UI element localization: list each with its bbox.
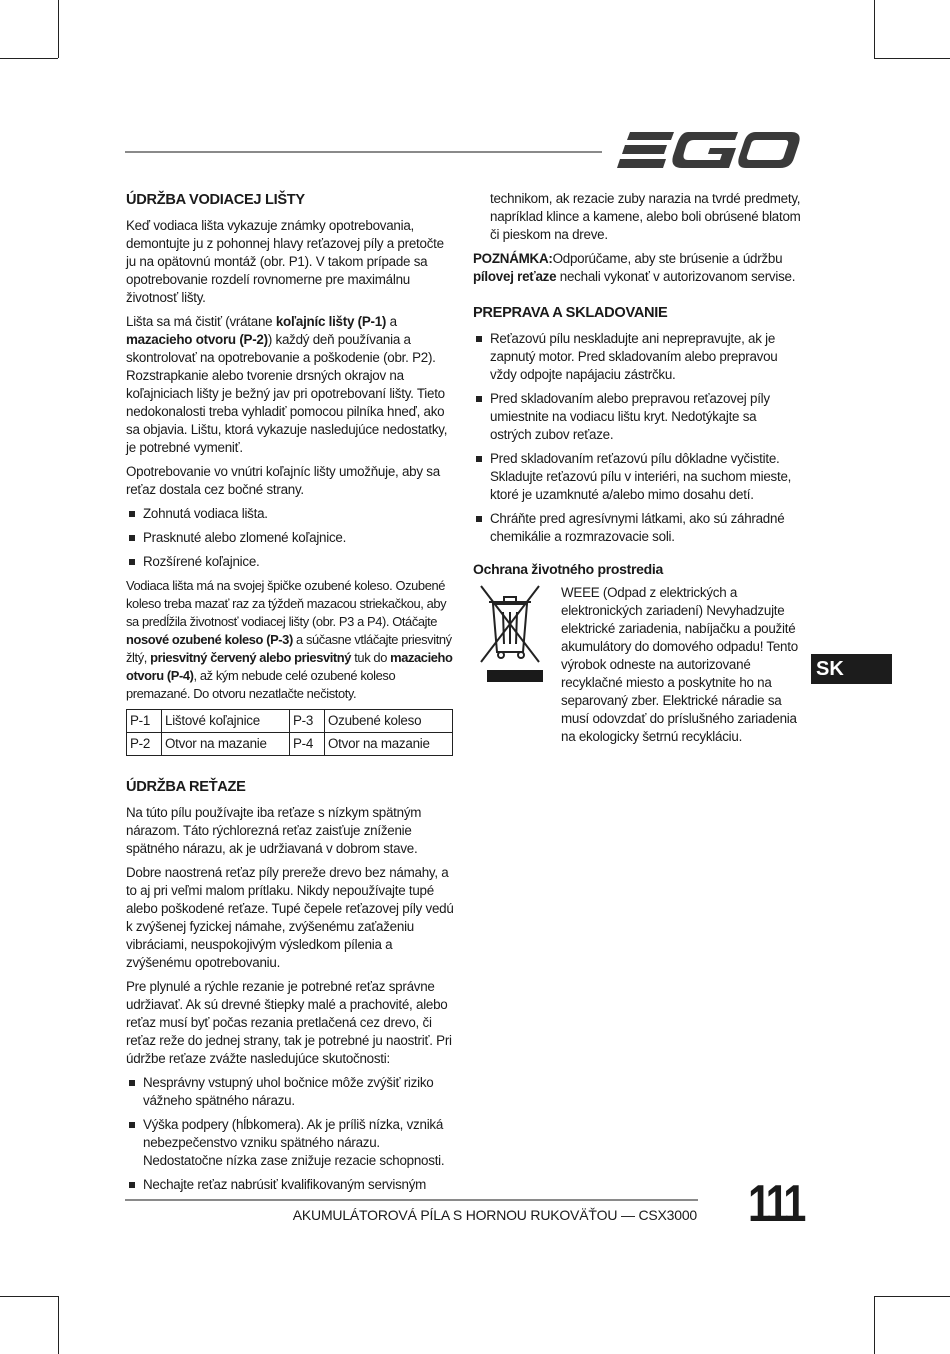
bullet-icon — [129, 535, 135, 541]
bullet-list — [126, 505, 454, 571]
paragraph: technikom, ak rezacie zuby narazia na tvrdé predmety, napríklad klince a kamene, alebo boli obrúsené blatom či pieskom na dreve. — [490, 191, 801, 242]
table-cell: P-3 — [290, 710, 325, 733]
parts-table — [126, 709, 453, 756]
bullet-icon — [476, 456, 482, 462]
crop-mark — [58, 0, 59, 58]
paragraph: Lišta sa má čistiť (vrátane koľajníc lišty (P-1) a mazacieho otvoru (P-2)) každý deň používania a skontrolovať na opotrebovanie a poškodenie (obr. P2). Rozstrapkanie alebo tvorenie drsných okrajov na koľajniciach lišty je bežný jav pri opotrebovaní lišty. Tieto nedokonalosti treba vyhladiť pomocou pilníka hneď, ako sa objavia. Lištu, ktorá vykazuje nasledujúce nedostatky, je potrebné vymeniť. — [126, 314, 448, 455]
bullet-icon — [476, 516, 482, 522]
left-column — [126, 191, 454, 1200]
crop-mark — [0, 1296, 58, 1297]
right-column — [473, 190, 801, 752]
crop-mark — [874, 58, 950, 59]
paragraph: Na túto pílu používajte iba reťaze s nízkym spätným nárazom. Táto rýchlorezná reťaz zaisťuje zníženie spätného nárazu, ak je udržiavaná v dobrom stave. — [126, 805, 422, 856]
list-item: Reťazovú pílu neskladujte ani neprepravujte, ak je zapnutý motor. Pred skladovaním alebo prepravou vždy odpojte napájaciu zástrčku. — [473, 330, 801, 384]
bullet-icon — [129, 559, 135, 565]
crossed-bin-icon — [473, 584, 547, 684]
list-item: Rozšírené koľajnice. — [126, 553, 454, 571]
bullet-list — [473, 330, 801, 546]
paragraph: Dobre naostrená reťaz píly prereže drevo bez námahy, a to aj pri veľmi malom prítlaku. Nikdy nepoužívajte tupé alebo poškodené reťaze. Tupé čepele reťazovej píly vedú k zvýšenej fyzickej námahe, zvýšenému zaťaženiu vibráciami, neuspokojivým výsledkom pílenia a zvýšenému opotrebovaniu. — [126, 865, 454, 970]
bullet-list — [126, 1074, 454, 1194]
bullet-icon — [476, 396, 482, 402]
ego-logo — [616, 130, 800, 170]
list-item: Nechajte reťaz nabrúsiť kvalifikovaným servisným — [126, 1176, 454, 1194]
section-title-transport-storage: PREPRAVA A SKLADOVANIE — [473, 305, 668, 321]
table-cell: P-2 — [127, 733, 162, 756]
bullet-icon — [129, 1122, 135, 1128]
table-row — [127, 710, 453, 733]
footer-rule — [125, 1199, 698, 1201]
weee-block — [473, 584, 801, 752]
table-cell: P-4 — [290, 733, 325, 756]
bullet-icon — [129, 511, 135, 517]
paragraph: WEEE (Odpad z elektrických a elektronických zariadení) Nevyhadzujte elektrické zariadenia, nabíjačku a použité akumulátory do domového odpadu! Tento výrobok odneste na autorizované recyklačné miesto a poskytnite ho na separovaný zber. Elektrické náradie sa musí odovzdať do príslušného zariadenia na ekologicky šetrnú recykláciu. — [561, 585, 798, 744]
header-rule — [125, 151, 602, 153]
footer-title: AKUMULÁTOROVÁ PÍLA S HORNOU RUKOVÄŤOU — CSX3000 — [292, 1207, 697, 1223]
paragraph: Opotrebovanie vo vnútri koľajníc lišty umožňuje, aby sa reťaz dostala cez bočné strany. — [126, 464, 440, 497]
list-item: Pred skladovaním reťazovú pílu dôkladne vyčistite. Skladujte reťazovú pílu v interiéri, na suchom mieste, ktoré je uzamknuté a/alebo mimo dosahu detí. — [473, 450, 801, 504]
section-title-chain-maintenance: ÚDRŽBA REŤAZE — [126, 779, 246, 795]
list-item: Pred skladovaním alebo prepravou reťazovej píly umiestnite na vodiacu lištu kryt. Nedotýkajte sa ostrých zubov reťaze. — [473, 390, 801, 444]
table-cell: Lištové koľajnice — [162, 710, 290, 733]
table-cell: Otvor na mazanie — [325, 733, 453, 756]
list-item: Nesprávny vstupný uhol bočnice môže zvýšiť riziko vážneho spätného nárazu. — [126, 1074, 454, 1110]
crop-mark — [874, 1296, 950, 1297]
paragraph: Vodiaca lišta má na svojej špičke ozubené koleso. Ozubené koleso treba mazať raz za týždeň mazacou striekačkou, aby sa predĺžila životnosť vodiacej lišty (obr. P3 a P4). Otáčajte nosové ozubené koleso (P-3) a súčasne vtláčajte priesvitný žltý, priesvitný červený alebo priesvitný tuk do mazacieho otvoru (P-4), až kým nebude celé ozubené koleso premazané. Do otvoru nezatlačte nečistoty. — [126, 578, 453, 701]
language-tab: SK — [811, 654, 892, 684]
bullet-icon — [476, 336, 482, 342]
bullet-icon — [129, 1080, 135, 1086]
list-item: Výška podpery (hĺbkomera). Ak je príliš nízka, vzniká nebezpečenstvo vzniku spätného nárazu. Nedostatočne nízka zase znižuje rezacie schopnosti. — [126, 1116, 454, 1170]
table-cell: P-1 — [127, 710, 162, 733]
bullet-icon — [129, 1182, 135, 1188]
note: POZNÁMKA:Odporúčame, aby ste brúsenie a údržbu pílovej reťaze nechali vykonať v autorizovanom servise. — [473, 251, 796, 284]
list-item: Prasknuté alebo zlomené koľajnice. — [126, 529, 454, 547]
section-title-environment: Ochrana životného prostredia — [473, 561, 663, 577]
crop-mark — [874, 0, 875, 58]
list-item: Chráňte pred agresívnymi látkami, ako sú záhradné chemikálie a rozmrazovacie soli. — [473, 510, 801, 546]
paragraph: Pre plynulé a rýchle rezanie je potrebné reťaz správne udržiavať. Ak sú drevné štiepky malé a prachovité, alebo reťaz musí byť počas rezania pretlačená cez drevo, či reťaz reže do jednej strany, tak je potrebné ju naostriť. Pri údržbe reťaze zvážte nasledujúce skutočnosti: — [126, 979, 452, 1066]
crop-mark — [58, 1296, 59, 1354]
paragraph: Keď vodiaca lišta vykazuje známky opotrebovania, demontujte ju z pohonnej hlavy reťazovej píly a pretočte ju na opätovnú montáž (obr. P1). V takom prípade sa opotrebovanie rozdelí rovnomerne pre maximálnu životnosť lišty. — [126, 218, 444, 305]
crop-mark — [874, 1296, 875, 1354]
list-item: Zohnutá vodiaca lišta. — [126, 505, 454, 523]
table-cell: Ozubené koleso — [325, 710, 453, 733]
page-number: 111 — [748, 1175, 804, 1233]
section-title-bar-maintenance: ÚDRŽBA VODIACEJ LIŠTY — [126, 192, 305, 208]
table-cell: Otvor na mazanie — [162, 733, 290, 756]
crop-mark — [0, 58, 58, 59]
table-row — [127, 733, 453, 756]
